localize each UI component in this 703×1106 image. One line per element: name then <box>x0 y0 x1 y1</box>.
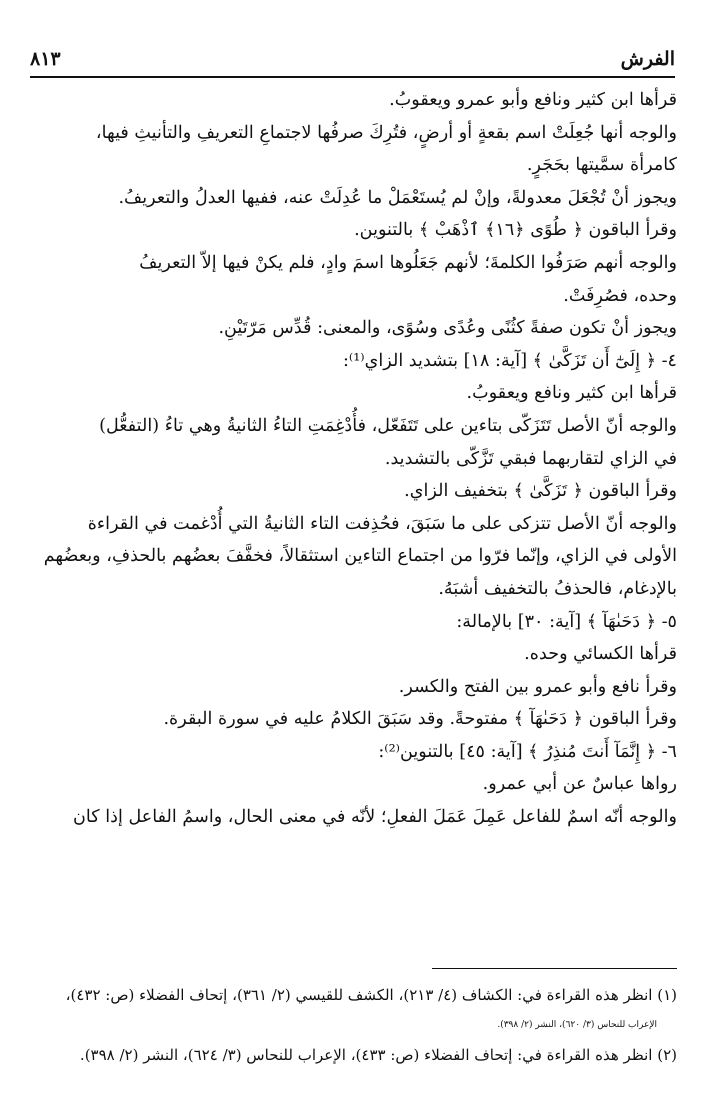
body-line: بالإدغام، فالحذفُ بالتخفيف أشبَهُ. <box>438 578 677 599</box>
body-line: في الزاي لتقاربهما فبقي تَزَّكّى بالتشديد. <box>384 448 677 469</box>
running-title: الفرش <box>620 48 675 70</box>
body-line: والوجه أنّه اسمٌ للفاعل عَمِلَ عَمَلَ الفعلِ؛ لأنّه في معنى الحال، واسمُ الفاعل إذا كان <box>73 807 677 828</box>
page-number: ٨١٣ <box>30 48 61 70</box>
body-line: ويجوز أنْ تكون صفةً كثُنًى وعُدًى وسُوًى، والمعنى: قُدِّس مَرّتَيْنِ. <box>218 318 677 339</box>
body-line: والوجه أنّ الأصل تتزكى على ما سَبَقَ، فحُذِفت التاء الثانيةُ التي أُدْغمت في القراءة <box>87 513 677 534</box>
body-line: والوجه أنهم صَرَفُوا الكلمةَ؛ لأنهم جَعَلُوها اسمَ وادٍ، فلم يكنْ فيها إلاّ التعريفُ <box>139 252 677 273</box>
body-line: كامرأة سمَّيتها بحَجَرٍ. <box>526 155 677 176</box>
body-line: وقرأ الباقون ﴿ تَزَكَّىٰ ﴾ بتخفيف الزاي. <box>404 481 677 502</box>
body-text <box>30 84 677 834</box>
section-heading-4: ٤- ﴿ إِلَىٰٓ أَن تَزَكَّىٰ ﴾ [آية: ١٨] بتشديد الزاي⁽¹⁾: <box>342 350 677 371</box>
body-line: وقرأ الباقون ﴿ طُوًى ﴿١٦﴾ ٱذْهَبْ ﴾ بالتنوين. <box>354 220 677 241</box>
body-line: وقرأ الباقون ﴿ دَحَىٰهَآ ﴾ مفتوحةً. وقد سَبَقَ الكلامُ عليه في سورة البقرة. <box>163 709 677 730</box>
page-header <box>30 44 675 78</box>
body-line: وقرأ نافع وأبو عمرو بين الفتح والكسر. <box>398 676 677 697</box>
section-heading-5: ٥- ﴿ دَحَىٰهَآ ﴾ [آية: ٣٠] بالإمالة: <box>456 611 677 632</box>
footnote-2: (٢) انظر هذه القراءة في: إتحاف الفضلاء (ص: ٤٣٣)، الإعراب للنحاس (٣/ ٦٢٤)، النشر (٢/ ٣٩٨). <box>79 1046 677 1064</box>
body-line: وحده، فصُرِفَتْ. <box>563 285 677 306</box>
body-line: قرأها ابن كثير ونافع وأبو عمرو ويعقوبُ. <box>389 90 677 110</box>
body-line: الأولى في الزاي، وإنّما فرّوا من اجتماع التاءين استثقالاً، فخفَّفَ بعضُهم بالحذفِ، وبعضُهم <box>43 546 677 567</box>
body-line: قرأها الكسائي وحده. <box>524 644 677 665</box>
body-line: قرأها ابن كثير ونافع ويعقوبُ. <box>466 383 677 404</box>
body-line: رواها عباسٌ عن أبي عمرو. <box>482 774 677 795</box>
footnote-1: (١) انظر هذه القراءة في: الكشاف (٤/ ٢١٣)، الكشف للقيسي (٢/ ٣٦١)، إتحاف الفضلاء (ص: ٤٣٢)، <box>65 986 677 1004</box>
body-line: والوجه أنها جُعِلَتْ اسم بقعةٍ أو أرضٍ، فتُرِكَ صرفُها لاجتماعِ التعريفِ والتأنيثِ فيها، <box>95 122 677 143</box>
footnotes <box>30 980 677 1070</box>
body-line: والوجه أنّ الأصل تَتَزَكّى بتاءين على تَتَفَعّل، فأُدْغِمَتِ التاءُ الثانيةُ وهي تاءُ (التفعُّل) <box>99 415 677 436</box>
section-heading-6: ٦- ﴿ إِنَّمَآ أَنتَ مُنذِرُ ﴾ [آية: ٤٥] بالتنوين⁽²⁾: <box>378 741 677 762</box>
body-line: ويجوز أنْ تُجْعَلَ معدولةً، وإنْ لم يُستَعْمَلْ ما عُدِلَتْ عنه، ففيها العدلُ والتعريفُ. <box>118 187 677 208</box>
footnote-1-continued: الإعراب للنحاس (٣/ ٦٢٠)، النشر (٢/ ٣٩٨). <box>497 1020 657 1030</box>
footnote-divider <box>432 968 677 969</box>
